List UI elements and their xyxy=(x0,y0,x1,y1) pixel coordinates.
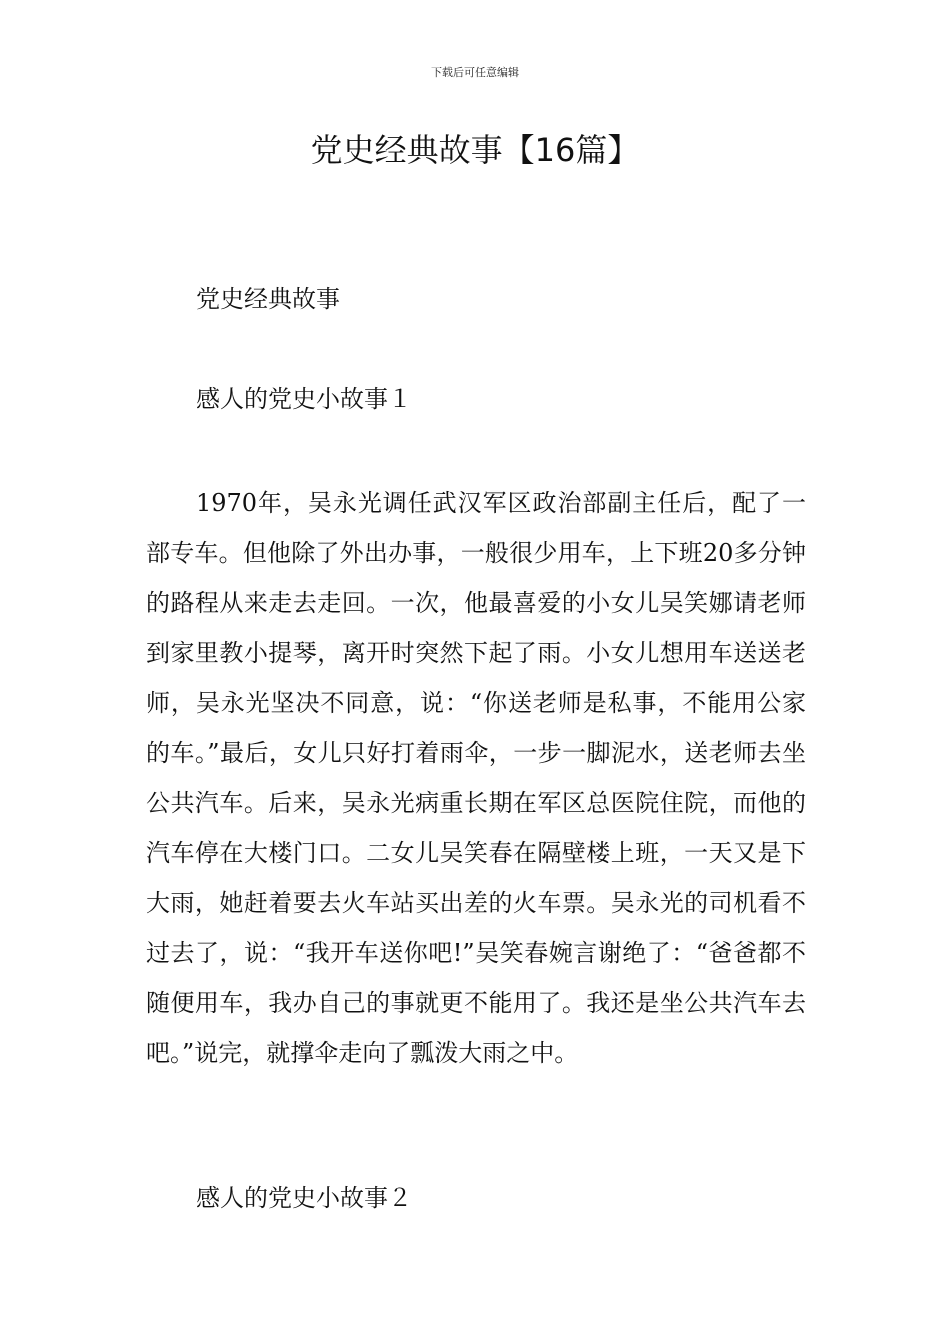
story-1-heading: 感人的党史小故事１ xyxy=(196,385,412,413)
header-note: 下载后可任意编辑 xyxy=(431,66,519,79)
story-2-heading: 感人的党史小故事２ xyxy=(196,1184,412,1212)
story-1-body: 1970年，吴永光调任武汉军区政治部副主任后，配了一部专车。但他除了外出办事，一般很少用车，上下班20多分钟的路程从来走去走回。一次，他最喜爱的小女儿吴笑娜请老师到家里教小提琴，离开时突然下起了雨。小女儿想用车送送老师，吴永光坚决不同意，说：“你送老师是私事，不能用公家的车。”最后，女儿只好打着雨伞，一步一脚泥水，送老师去坐公共汽车。后来，吴永光病重长期在军区总医院住院，而他的汽车停在大楼门口。二女儿吴笑春在隔壁楼上班，一天又是下大雨，她赶着要去火车站买出差的火车票。吴永光的司机看不过去了，说：“我开车送你吧!”吴笑春婉言谢绝了：“爸爸都不随便用车，我办自己的事就更不能用了。我还是坐公共汽车去吧。”说完，就撑伞走向了瓢泼大雨之中。 xyxy=(146,489,806,1067)
document-title: 党史经典故事【16篇】 xyxy=(310,131,640,169)
section-heading: 党史经典故事 xyxy=(196,285,340,313)
